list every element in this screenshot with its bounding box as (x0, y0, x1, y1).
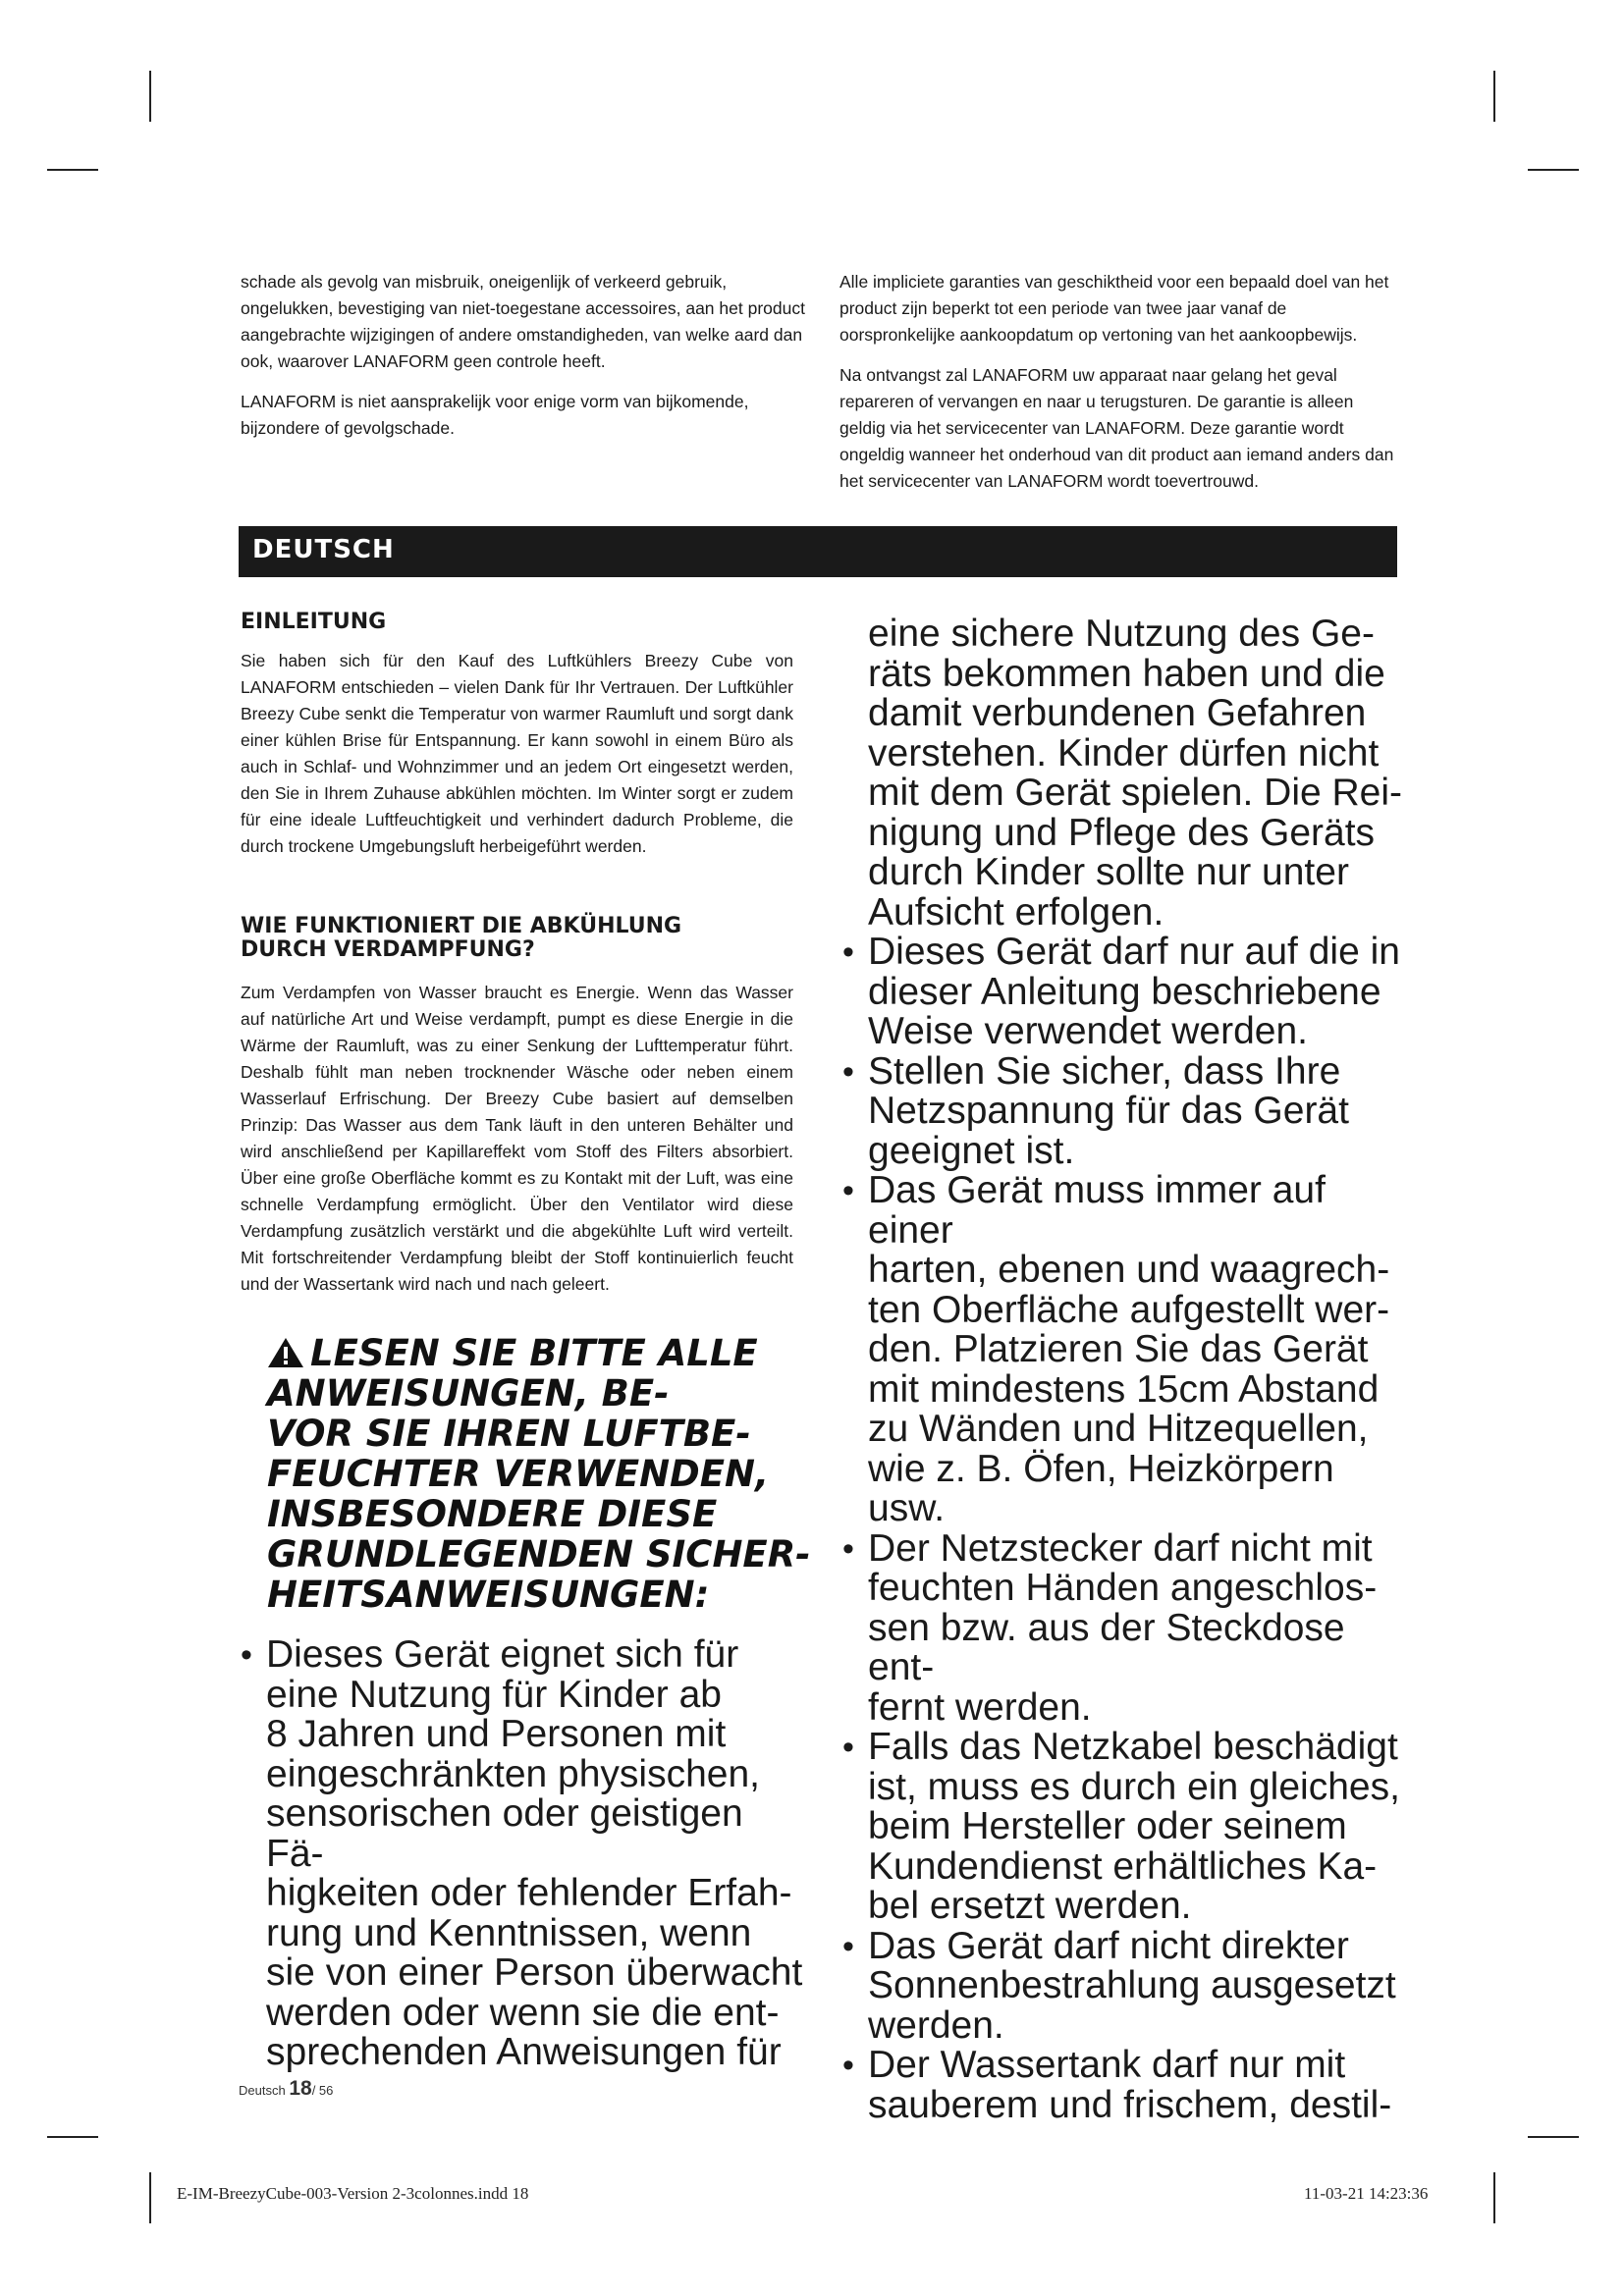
bullet-line: sensorischen oder geistigen Fä- (266, 1792, 743, 1875)
bullet-line: zu Wänden und Hitzequellen, (868, 1408, 1369, 1450)
heading-line: WIE FUNKTIONIERT DIE ABKÜHLUNG (241, 914, 682, 938)
bullet-line: sen bzw. aus der Steckdose ent- (868, 1606, 1345, 1688)
bullet-line: fernt werden. (868, 1685, 1092, 1729)
paragraph: Alle impliciete garanties van geschiktheid voor een bepaald doel van het product zijn beperkt tot een periode van twee jaar vanaf de oorspronkelijke aankoopdatum op vertoning van het aankoopbewijs. (839, 272, 1389, 345)
bullet-item (842, 1728, 1412, 1927)
bullet-item (842, 1171, 1412, 1529)
bullet-line: • Das Gerät darf nicht direkter (868, 1924, 1349, 1967)
print-timestamp: 11-03-21 14:23:36 (1304, 2184, 1429, 2203)
warning-line: INSBESONDERE DIESE (267, 1493, 718, 1535)
continuation-line: verstehen. Kinder dürfen nicht (868, 731, 1380, 774)
crop-mark (1528, 2136, 1579, 2138)
bullet-line: eingeschränkten physischen, (266, 1752, 760, 1795)
einleitung-heading: EINLEITUNG (241, 610, 387, 634)
bullet-line: • Stellen Sie sicher, dass Ihre (868, 1049, 1341, 1093)
warning-line: VOR SIE IHREN LUFTBE- (267, 1413, 751, 1455)
paragraph: Na ontvangst zal LANAFORM uw apparaat naar gelang het geval repareren of vervangen en naar u terugsturen. De garantie is alleen geldig via het servicecenter van LANAFORM. Deze garantie wordt ongeldig wanneer het onderhoud van dit product aan iemand anders dan het servicecenter van LANAFORM wordt toevertrouwd. (839, 365, 1394, 491)
bullet-line: mit mindestens 15cm Abstand (868, 1367, 1380, 1411)
bullet-line: bel ersetzt werden. (868, 1885, 1192, 1927)
bullet-line: ten Oberfläche aufgestellt wer- (868, 1288, 1390, 1331)
top-right-column (839, 269, 1401, 508)
continuation-line: damit verbundenen Gefahren (868, 692, 1367, 734)
continuation-line: räts bekommen haben und die (868, 652, 1385, 695)
bullet-line: Weise verwendet werden. (868, 1010, 1309, 1052)
heading-line: DURCH VERDAMPFUNG? (241, 937, 535, 962)
bullet-line: higkeiten oder fehlender Erfah- (266, 1872, 792, 1914)
bullet-line: harten, ebenen und waagrech- (868, 1249, 1390, 1291)
bullet-line: • Dieses Gerät eignet sich für (266, 1633, 739, 1676)
bullet-line: • Der Wassertank darf nur mit (868, 2044, 1346, 2086)
bullet-line: sie von einer Person überwacht (266, 1951, 803, 1994)
page-number (239, 2077, 333, 2101)
continuation-line: nigung und Pflege des Geräts (868, 811, 1376, 854)
bullet-line: Kundendienst erhältliches Ka- (868, 1844, 1378, 1888)
bullet-line: werden. (868, 2003, 1004, 2047)
continuation-line: durch Kinder sollte nur unter (868, 851, 1349, 893)
bullet-line: beim Hersteller oder seinem (868, 1805, 1347, 1847)
bullet-line: rung und Kenntnissen, wenn (266, 1911, 752, 1954)
crop-mark (1493, 71, 1495, 122)
crop-mark (149, 71, 151, 122)
paragraph: schade als gevolg van misbruik, oneigenlijk of verkeerd gebruik, ongelukken, bevestiging van niet-toegestane accessoires, aan het product aangebrachte wijzigingen of andere omstandigheden, van welke aard dan ook, waarover LANAFORM geen controle heeft. (241, 272, 805, 371)
total-pages: / 56 (311, 2083, 334, 2098)
bullet-item (842, 1526, 1412, 1729)
bullet-line: den. Platzieren Sie das Gerät (868, 1328, 1369, 1370)
crop-mark (47, 2136, 98, 2138)
warning-line: LESEN SIE BITTE ALLE (310, 1332, 758, 1374)
bullet-line: werden oder wenn sie die ent- (266, 1991, 780, 2034)
bullet-line: Netzspannung für das Gerät (868, 1090, 1349, 1132)
bullet-line: 8 Jahren und Personen mit (266, 1713, 727, 1755)
verdampfung-section (241, 915, 793, 1298)
bullet-item (241, 1635, 810, 2073)
language-title: DEUTSCH (252, 535, 395, 564)
bullet-line: feuchten Händen angeschlos- (868, 1567, 1378, 1609)
warning-line: GRUNDLEGENDEN SICHER- (267, 1533, 811, 1575)
bullet-line: • Der Netzstecker darf nicht mit (868, 1526, 1373, 1570)
warning-line: FEUCHTER VERWENDEN, (267, 1453, 770, 1495)
bullet-line: dieser Anleitung beschriebene (868, 970, 1381, 1013)
bullet-line: ist, muss es durch ein gleiches, (868, 1765, 1400, 1808)
crop-mark (47, 169, 98, 171)
right-bullet-list (842, 614, 1412, 2125)
einleitung-text: Sie haben sich für den Kauf des Luftkühlers Breezy Cube von LANAFORM entschieden – vielen Dank für Ihr Vertrauen. Der Luftkühler Breezy Cube senkt die Temperatur von warmer Raumluft und sorgt dank einer kühlen Brise für Entspannung. Er kann sowohl in einem Büro als auch in Schlaf- und Wohnzimmer und an jedem Ort eingesetzt werden, den Sie in Ihrem Zuhause abkühlen möchten. Im Winter sorgt er zudem für eine ideale Luftfeuchtigkeit und verhindert dadurch Probleme, die durch trockene Umgebungsluft herbeigeführt werden. (241, 651, 793, 856)
paragraph: LANAFORM is niet aansprakelijk voor enige vorm van bijkomende, bijzondere of gevolgschade. (241, 392, 749, 438)
bullet-line: sprechenden Anweisungen für (266, 2031, 782, 2073)
verdampfung-heading (241, 915, 793, 962)
safety-warning-heading (267, 1333, 817, 1615)
continuation-line: Aufsicht erfolgen. (868, 890, 1164, 934)
verdampfung-text: Zum Verdampfen von Wasser braucht es Energie. Wenn das Wasser auf natürliche Art und Weise verdampft, pumpt es diese Energie in die Wärme der Raumluft, was zu einer Senkung der Lufttemperatur führt. Deshalb fühlt man neben trocknender Wäsche oder neben einem Wasserlauf Erfrischung. Der Breezy Cube basiert auf demselben Prinzip: Das Wasser aus dem Tank läuft in den unteren Behälter und wird anschließend per Kapillareffekt vom Stoff des Filters absorbiert. Über eine große Oberfläche kommt es zu Kontakt mit der Luft, was eine schnelle Verdampfung ermöglicht. Über den Ventilator wird diese Verdampfung zusätzlich verstärkt und die abgekühlte Luft wird verteilt. Mit fortschreitender Verdampfung bleibt der Stoff kontinuierlich feucht und der Wassertank wird nach und nach geleert. (241, 983, 793, 1294)
bullet-line: • Falls das Netzkabel beschädigt (868, 1726, 1398, 1768)
bullet-item (842, 1049, 1412, 1172)
bullet-item (842, 933, 1412, 1052)
language-section-bar (239, 526, 1397, 577)
continuation-line: mit dem Gerät spielen. Die Rei- (868, 772, 1403, 814)
file-slug: E-IM-BreezyCube-003-Version 2-3colonnes.indd 18 (177, 2184, 529, 2203)
einleitung-section (241, 611, 793, 860)
bullet-item (842, 2046, 1412, 2125)
footer-language: Deutsch (239, 2083, 286, 2098)
left-bullet-list (241, 1635, 810, 2073)
bullet-line: wie z. B. Öfen, Heizkörpern usw. (868, 1447, 1334, 1529)
top-left-column (241, 269, 808, 455)
bullet-line: • Dieses Gerät darf nur auf die in (868, 931, 1400, 973)
continuation-text (842, 614, 1412, 933)
warning-line: HEITSANWEISUNGEN: (267, 1574, 710, 1616)
continuation-line: eine sichere Nutzung des Ge- (868, 613, 1375, 655)
bullet-line: sauberem und frischem, destil- (868, 2083, 1392, 2126)
crop-mark (1528, 169, 1579, 171)
warning-line-first (267, 1333, 817, 1373)
crop-mark (1493, 2172, 1495, 2223)
bullet-line: eine Nutzung für Kinder ab (266, 1673, 722, 1716)
bullet-item (842, 1924, 1412, 2047)
bullet-line: • Das Gerät muss immer auf einer (868, 1169, 1326, 1252)
crop-mark (149, 2172, 151, 2223)
bullet-line: Sonnenbestrahlung ausgesetzt (868, 1964, 1396, 2006)
bullet-line: geeignet ist. (868, 1129, 1075, 1172)
current-page: 18 (289, 2077, 312, 2100)
warning-triangle-icon (267, 1337, 304, 1368)
warning-line: ANWEISUNGEN, BE- (267, 1372, 670, 1415)
